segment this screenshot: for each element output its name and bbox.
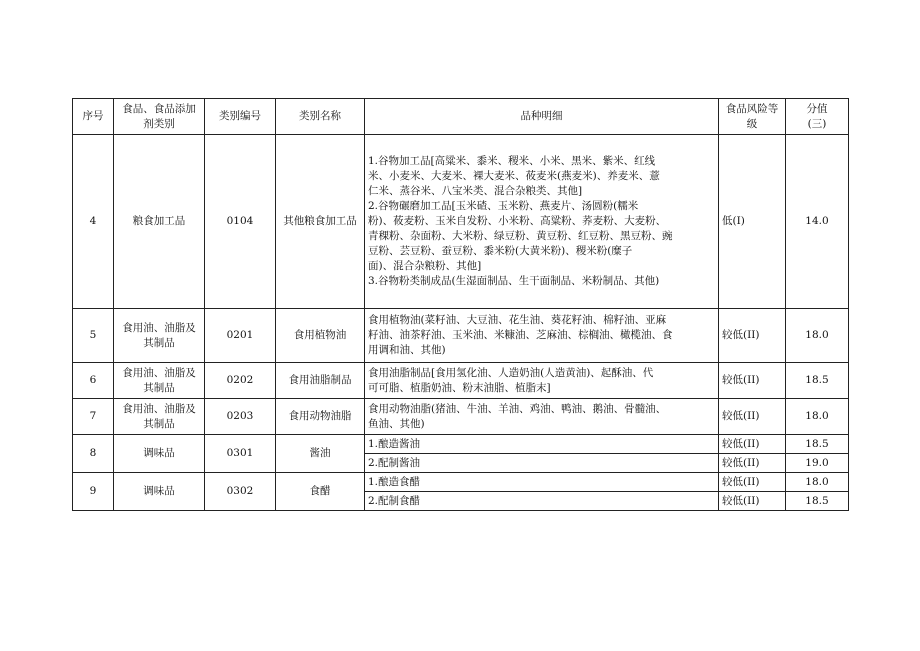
category-line: 其制品	[143, 417, 175, 430]
category-line: 食用油、油脂及	[122, 321, 196, 334]
cell-detail	[365, 309, 719, 363]
cell-risk: 较低(II)	[719, 473, 786, 492]
detail-line: 豆粉、芸豆粉、蚕豆粉、黍米粉(大黄米粉)、稷米粉(糜子	[368, 245, 633, 257]
detail-line: 米、小麦米、大麦米、裸大麦米、莜麦米(燕麦米)、养麦米、薏	[368, 170, 660, 182]
cell-detail	[365, 435, 719, 454]
food-category-table	[72, 98, 849, 511]
cell-no: 5	[73, 309, 114, 363]
detail-line: 2.配制酱油	[368, 456, 421, 469]
category-line: 调味品	[143, 447, 175, 459]
cell-code: 0202	[205, 363, 276, 399]
cell-no: 4	[73, 135, 114, 309]
table-row	[73, 473, 849, 492]
cell-category	[114, 473, 205, 511]
detail-line: 1.酿造酱油	[368, 437, 421, 450]
detail-line: 食用植物油(菜籽油、大豆油、花生油、葵花籽油、棉籽油、亚麻	[368, 314, 667, 326]
detail-line: 2.谷物碾磨加工品[玉米碴、玉米粉、燕麦片、汤圆粉(糯米	[368, 200, 639, 212]
cell-code: 0104	[205, 135, 276, 309]
cell-score: 18.5	[786, 435, 849, 454]
cell-risk: 低(I)	[719, 135, 786, 309]
cell-score: 14.0	[786, 135, 849, 309]
detail-line: 籽油、油茶籽油、玉米油、米糠油、芝麻油、棕榈油、橄榄油、食	[368, 329, 673, 341]
cell-no: 8	[73, 435, 114, 473]
header-name: 类别名称	[276, 99, 365, 135]
header-category: 食品、食品添加 剂类别	[114, 99, 205, 135]
cell-category	[114, 309, 205, 363]
detail-line: 食用油脂制品[食用氢化油、人造奶油(人造黄油)、起酥油、代	[368, 366, 654, 379]
detail-line: 青稞粉、杂面粉、大米粉、绿豆粉、黄豆粉、红豆粉、黑豆粉、豌	[368, 230, 673, 242]
category-line: 粮食加工品	[132, 215, 186, 227]
cell-detail	[365, 135, 719, 309]
cell-name: 食醋	[276, 473, 365, 511]
category-line: 其制品	[143, 381, 175, 394]
header-score: 分值 (三)	[786, 99, 849, 135]
header-detail: 品种明细	[365, 99, 719, 135]
table-body	[73, 135, 849, 511]
header-code: 类别编号	[205, 99, 276, 135]
detail-line: 可可脂、植脂奶油、粉末油脂、植脂末]	[368, 381, 551, 394]
detail-line: 仁米、蒸谷米、八宝米类、混合杂粮类、其他]	[368, 185, 583, 197]
cell-score: 19.0	[786, 454, 849, 473]
detail-line: 食用动物油脂(猪油、牛油、羊油、鸡油、鸭油、鹅油、骨髓油、	[368, 402, 667, 415]
cell-risk: 较低(II)	[719, 454, 786, 473]
table-row	[73, 363, 849, 399]
table-row	[73, 309, 849, 363]
cell-name: 其他粮食加工品	[276, 135, 365, 309]
cell-category	[114, 399, 205, 435]
table-row	[73, 399, 849, 435]
cell-name: 酱油	[276, 435, 365, 473]
cell-detail	[365, 454, 719, 473]
category-line: 食用油、油脂及	[122, 402, 196, 415]
cell-detail	[365, 399, 719, 435]
cell-category	[114, 363, 205, 399]
category-line: 食用油、油脂及	[122, 366, 196, 379]
category-line: 其制品	[143, 336, 175, 349]
cell-detail	[365, 363, 719, 399]
cell-category	[114, 135, 205, 309]
detail-line: 3.谷物粉类制成品(生湿面制品、生干面制品、米粉制品、其他)	[368, 275, 660, 287]
cell-score: 18.0	[786, 399, 849, 435]
header-no: 序号	[73, 99, 114, 135]
cell-detail	[365, 492, 719, 511]
detail-line: 1.酿造食醋	[368, 475, 421, 488]
cell-name: 食用油脂制品	[276, 363, 365, 399]
header-row	[73, 99, 849, 135]
cell-code: 0201	[205, 309, 276, 363]
detail-line: 2.配制食醋	[368, 494, 421, 507]
cell-category	[114, 435, 205, 473]
cell-code: 0302	[205, 473, 276, 511]
category-line: 调味品	[143, 485, 175, 497]
cell-risk: 较低(II)	[719, 363, 786, 399]
header-risk: 食品风险等 级	[719, 99, 786, 135]
detail-line: 用调和油、其他)	[368, 344, 446, 356]
detail-line: 鱼油、其他)	[368, 417, 425, 430]
cell-score: 18.0	[786, 309, 849, 363]
cell-risk: 较低(II)	[719, 435, 786, 454]
detail-line: 粉)、莜麦粉、玉米自发粉、小米粉、高粱粉、荞麦粉、大麦粉、	[368, 215, 667, 227]
cell-detail	[365, 473, 719, 492]
cell-risk: 较低(II)	[719, 309, 786, 363]
cell-score: 18.0	[786, 473, 849, 492]
table-row	[73, 435, 849, 454]
detail-line: 1.谷物加工品[高粱米、黍米、稷米、小米、黑米、紫米、红线	[368, 155, 656, 167]
cell-name: 食用植物油	[276, 309, 365, 363]
cell-code: 0301	[205, 435, 276, 473]
cell-no: 6	[73, 363, 114, 399]
cell-name: 食用动物油脂	[276, 399, 365, 435]
cell-score: 18.5	[786, 492, 849, 511]
table-row	[73, 135, 849, 309]
cell-risk: 较低(II)	[719, 399, 786, 435]
cell-score: 18.5	[786, 363, 849, 399]
cell-no: 7	[73, 399, 114, 435]
cell-risk: 较低(II)	[719, 492, 786, 511]
cell-code: 0203	[205, 399, 276, 435]
cell-no: 9	[73, 473, 114, 511]
detail-line: 面)、混合杂粮粉、其他]	[368, 260, 482, 272]
